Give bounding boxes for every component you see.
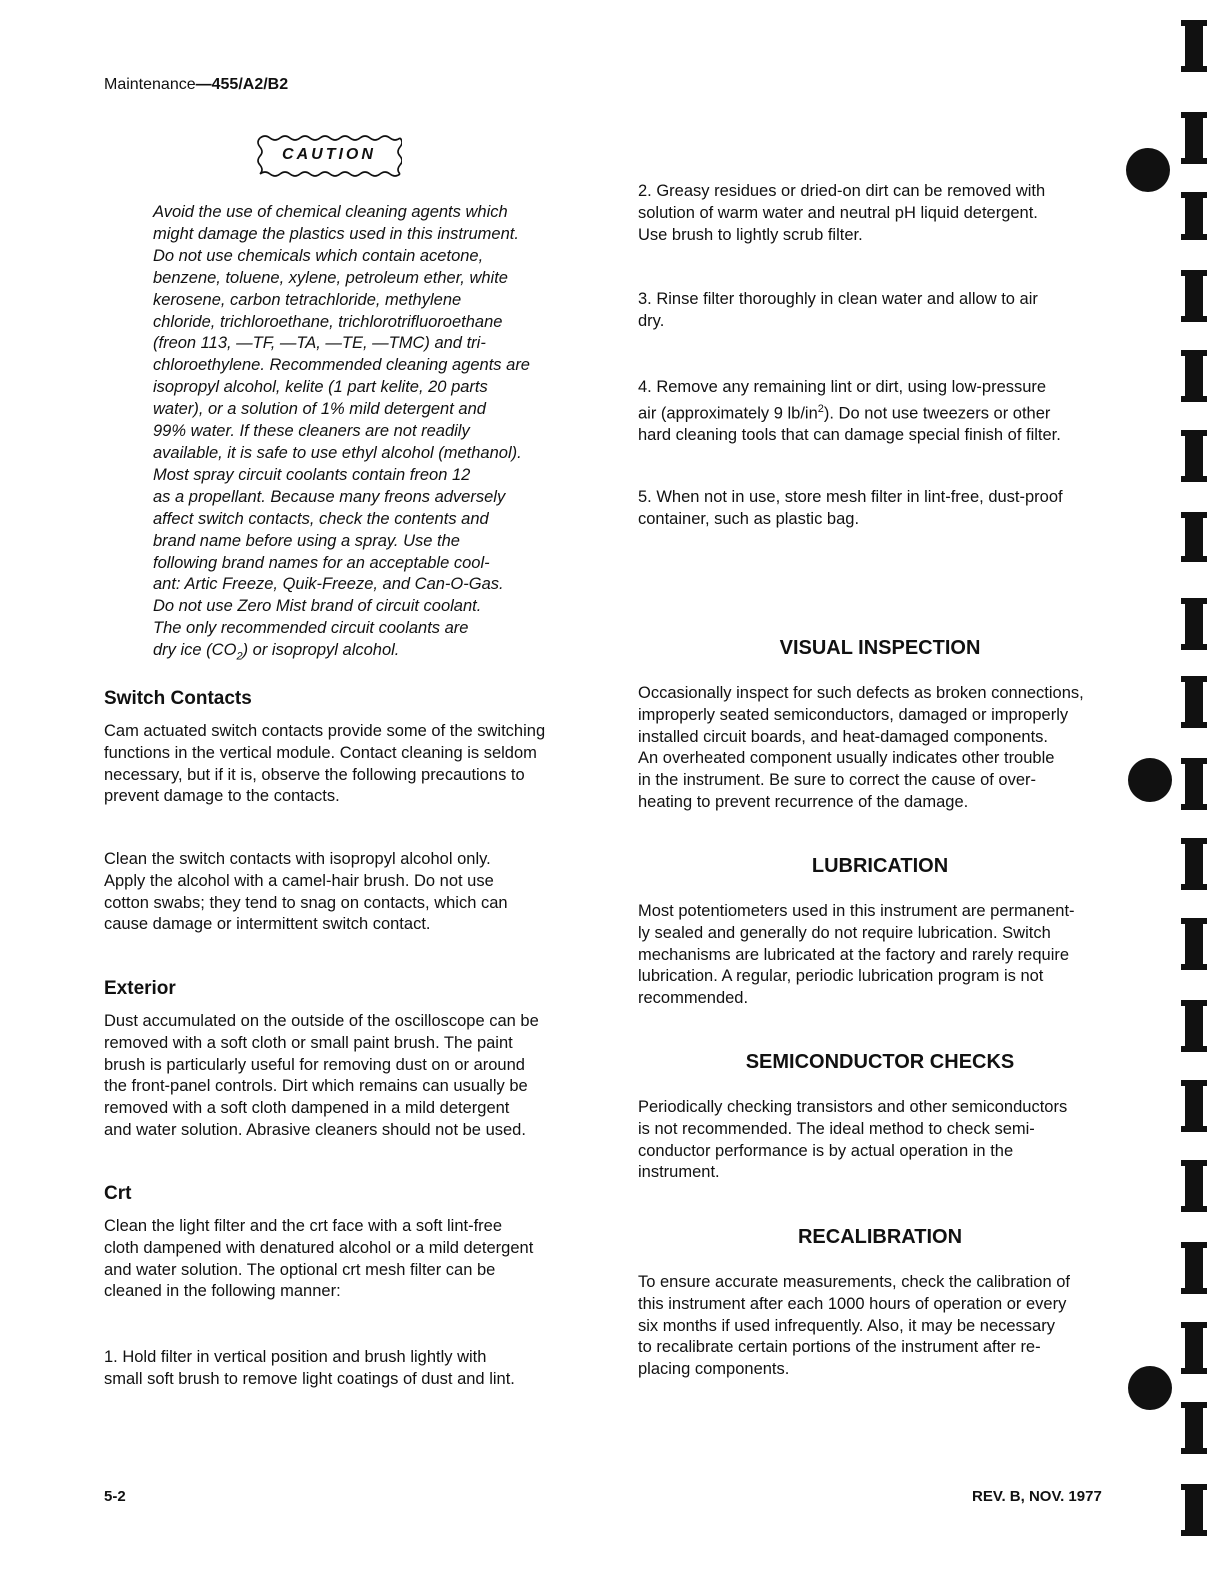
crt-step-4-b: ). Do not use tweezers or other hard cleaning tools that can damage special finish of filter. (638, 404, 1061, 445)
running-header (104, 76, 288, 94)
crt-step-4-sup: 2 (817, 402, 824, 415)
caution-last-line-a: dry ice (CO (153, 641, 237, 660)
lubrication-para: Most potentiometers used in this instrument are permanent- ly sealed and generally do not require lubrication. Switch mechanisms are lubricated at the factory and rarely require lubrication. A regular, periodic lubrication program is not recommended. (638, 902, 1075, 1008)
crt-step-3: 3. Rinse filter thoroughly in clean water and allow to air dry. (638, 290, 1038, 330)
binder-mark (1185, 1402, 1203, 1454)
crt-para: Clean the light filter and the crt face with a soft lint-free cloth dampened with denatured alcohol or a mild detergent and water solution. The optional crt mesh filter can be cleaned in the following manner: (104, 1217, 534, 1301)
recalibration-heading: RECALIBRATION (797, 1226, 963, 1248)
header-prefix: Maintenance (104, 76, 196, 93)
binder-mark (1185, 1160, 1203, 1212)
caution-label: CAUTION (282, 146, 376, 163)
crt-heading: Crt (104, 1183, 132, 1204)
semiconductor-checks-para: Periodically checking transistors and other semiconductors is not recommended. The ideal method to check semi- conductor performance is by actual operation in the instrument. (638, 1098, 1068, 1182)
punch-hole-top (1126, 148, 1170, 192)
punch-hole-middle (1128, 758, 1172, 802)
binder-mark (1185, 918, 1203, 970)
binder-mark (1185, 758, 1203, 810)
binder-mark (1185, 430, 1203, 482)
caution-last-line-sub: 2 (236, 650, 243, 663)
page-number: 5-2 (104, 1488, 126, 1505)
exterior-para: Dust accumulated on the outside of the oscilloscope can be removed with a soft cloth or small paint brush. The paint brush is particularly useful for removing dust on or around the front-panel controls. Dirt which remains can usually be removed with a soft cloth dampened in a mild detergent and water solution. Abrasive cleaners should not be used. (104, 1012, 539, 1139)
binder-mark (1185, 20, 1203, 72)
binder-mark (1185, 1484, 1203, 1536)
binder-mark (1185, 676, 1203, 728)
crt-step-5: 5. When not in use, store mesh filter in lint-free, dust-proof container, such as plastic bag. (638, 488, 1063, 528)
binder-mark (1185, 598, 1203, 650)
binder-mark (1185, 1000, 1203, 1052)
binder-mark (1185, 1080, 1203, 1132)
crt-step-2: 2. Greasy residues or dried-on dirt can be removed with solution of warm water and neutral pH liquid detergent. Use brush to lightly scrub filter. (638, 182, 1046, 244)
caution-last-line-b: ) or isopropyl alcohol. (242, 641, 400, 660)
header-title: —455/A2/B2 (195, 76, 289, 93)
crt-step-4 (638, 377, 1128, 447)
binder-mark (1185, 1242, 1203, 1294)
crt-step-4-a: 4. Remove any remaining lint or dirt, using low-pressure air (approximately 9 lb/in (638, 378, 1047, 423)
semiconductor-checks-heading: SEMICONDUCTOR CHECKS (745, 1051, 1015, 1073)
caution-text (153, 202, 593, 668)
switch-contacts-para-2: Clean the switch contacts with isopropyl alcohol only. Apply the alcohol with a camel-hair brush. Do not use cotton swabs; they tend to snag on contacts, which can cause damage or intermittent switch contact. (104, 850, 508, 934)
caution-body: Avoid the use of chemical cleaning agents which might damage the plastics used in this instrument. Do not use chemicals which contain acetone, benzene, toluene, xylene, petroleum ether, white kerosene, carbon tetrachloride, methylene chloride, trichloroethane, trichlorotrifluoroethane (freon 113, —TF, —TA, —TE, —TMC) and tri- chloroethylene. Recommended cleaning agents are isopropyl alcohol, kelite (1 part kelite, 20 parts water), or a solution of 1% mild detergent and 99% water. If these cleaners are not readily available, it is safe to use ethyl alcohol (methanol). Most spray circuit coolants contain freon 12 as a propellant. Because many freons adversely affect switch contacts, check the contents and brand name before using a spray. Use the following brand names for an acceptable cool- ant: Artic Freeze, Quik-Freeze, and Can-O-Gas. Do not use Zero Mist brand of circuit coolant. The only recommended circuit coolants are (153, 203, 530, 638)
caution-last-line (153, 640, 593, 668)
binder-mark (1185, 350, 1203, 402)
switch-contacts-heading: Switch Contacts (104, 688, 252, 709)
crt-step-1: 1. Hold filter in vertical position and brush lightly with small soft brush to remove light coatings of dust and lint. (104, 1348, 515, 1388)
recalibration-para: To ensure accurate measurements, check the calibration of this instrument after each 1000 hours of operation or every six months if used infrequently. Also, it may be necessary to recalibrate certain portions of the instrument after re- placing components. (638, 1273, 1070, 1379)
lubrication-heading: LUBRICATION (811, 855, 949, 877)
binder-mark (1185, 838, 1203, 890)
visual-inspection-para: Occasionally inspect for such defects as broken connections, improperly seated semiconductors, damaged or improperly installed circuit boards, and heat-damaged components. An overheated component usually indicates other trouble in the instrument. Be sure to correct the cause of over- heating to prevent recurrence of the damage. (638, 684, 1084, 811)
switch-contacts-para-1: Cam actuated switch contacts provide some of the switching functions in the vertical module. Contact cleaning is seldom necessary, but if it is, observe the following precautions to prevent damage to the contacts. (104, 722, 546, 806)
visual-inspection-heading: VISUAL INSPECTION (779, 637, 981, 659)
revision-date: REV. B, NOV. 1977 (972, 1488, 1102, 1505)
punch-hole-bottom (1128, 1366, 1172, 1410)
binder-mark (1185, 192, 1203, 240)
binder-mark (1185, 1322, 1203, 1374)
exterior-heading: Exterior (104, 978, 176, 999)
binder-mark (1185, 512, 1203, 562)
binder-mark (1185, 112, 1203, 164)
binder-mark (1185, 270, 1203, 322)
caution-box (256, 134, 402, 178)
